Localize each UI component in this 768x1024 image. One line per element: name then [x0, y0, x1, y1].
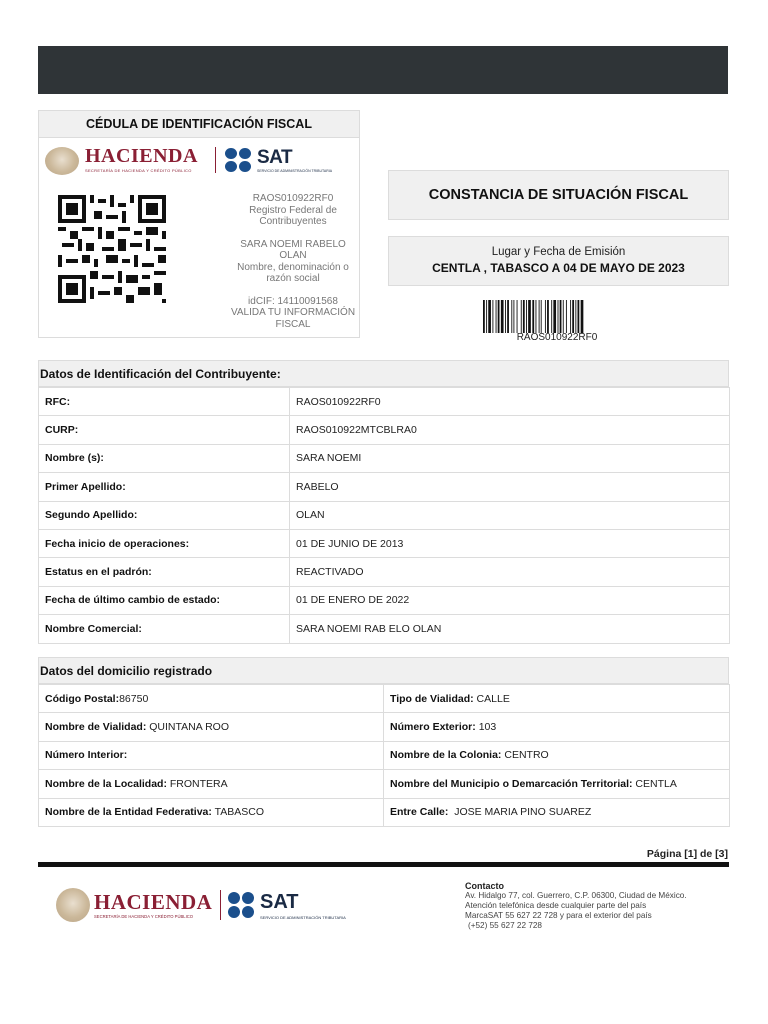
footer-sat-subtitle: SERVICIO DE ADMINISTRACIÓN TRIBUTARIA — [260, 915, 346, 920]
field-label: Nombre del Municipio o Demarcación Territorial: — [390, 777, 633, 790]
field-label: RFC: — [39, 388, 290, 416]
cedula-info — [229, 193, 357, 341]
sat-dots-icon — [225, 148, 255, 174]
field-label: Estatus en el padrón: — [39, 558, 290, 586]
contacto-line: MarcaSAT 55 627 22 728 y para el exterior del país — [465, 911, 652, 920]
address-cell — [39, 713, 384, 741]
field-value: 01 DE ENERO DE 2022 — [290, 586, 730, 614]
table-row — [39, 558, 730, 586]
field-label: Entre Calle: — [390, 806, 449, 819]
field-label: Número Interior: — [45, 749, 128, 762]
address-cell — [384, 713, 730, 741]
field-label: Nombre Comercial: — [39, 615, 290, 643]
cedula-title: CÉDULA DE IDENTIFICACIÓN FISCAL — [39, 111, 359, 138]
contacto-heading: Contacto — [465, 881, 504, 891]
document-title: CONSTANCIA DE SITUACIÓN FISCAL — [388, 170, 729, 220]
cedula-rfc: RAOS010922RF0 — [252, 193, 334, 204]
address-cell — [39, 798, 384, 826]
field-value: REACTIVADO — [290, 558, 730, 586]
sat-logo: SAT — [257, 147, 293, 168]
barcode-text: RAOS010922RF0 — [516, 332, 598, 343]
footer-hacienda-logo: HACIENDA — [94, 890, 213, 914]
field-label: Nombre de la Localidad: — [45, 777, 167, 790]
address-cell — [39, 685, 384, 713]
table-row — [39, 473, 730, 501]
hacienda-subtitle: SECRETARÍA DE HACIENDA Y CRÉDITO PÚBLICO — [85, 168, 192, 173]
contacto-line: (+52) 55 627 22 728 — [468, 921, 542, 930]
cedula-nombre-label: Nombre, denominación o razón social — [237, 261, 349, 284]
footer-sat-dots-icon — [228, 892, 258, 920]
barcode-icon — [482, 300, 632, 333]
table-row — [39, 798, 730, 826]
field-label: Fecha inicio de operaciones: — [39, 529, 290, 557]
logo-divider — [215, 147, 216, 173]
table-row — [39, 770, 730, 798]
field-label: Fecha de último cambio de estado: — [39, 586, 290, 614]
footer-sat-logo: SAT — [260, 891, 299, 913]
field-label: Nombre de Vialidad: — [45, 721, 147, 734]
contribuyente-heading: Datos de Identificación del Contribuyente: — [38, 360, 729, 387]
address-cell — [39, 770, 384, 798]
footer-logos — [56, 888, 356, 924]
cedula-idcif: idCIF: 14110091568 — [248, 295, 338, 307]
table-row — [39, 416, 730, 444]
cedula-logos — [45, 145, 357, 175]
table-row — [39, 615, 730, 643]
field-value: CALLE — [473, 692, 510, 705]
table-row — [39, 713, 730, 741]
field-label: Tipo de Vialidad: — [390, 692, 474, 705]
field-label: Nombre de la Entidad Federativa: — [45, 806, 212, 819]
footer-coat-of-arms-icon — [56, 888, 90, 922]
field-value: 01 DE JUNIO DE 2013 — [290, 529, 730, 557]
contribuyente-section — [38, 360, 729, 644]
footer-logo-divider — [220, 890, 221, 920]
field-label: Primer Apellido: — [39, 473, 290, 501]
address-cell — [384, 685, 730, 713]
emision-box — [388, 236, 729, 286]
table-row — [39, 388, 730, 416]
sat-subtitle: SERVICIO DE ADMINISTRACIÓN TRIBUTARIA — [257, 169, 333, 173]
contacto-line: Atención telefónica desde cualquier parte del país — [465, 901, 647, 910]
table-row — [39, 529, 730, 557]
cedula-nombre: SARA NOEMI RABELO OLAN — [240, 238, 346, 261]
qr-code-icon[interactable] — [58, 193, 166, 305]
field-label: Nombre de la Colonia: — [390, 749, 502, 762]
address-cell — [39, 741, 384, 769]
hacienda-logo: HACIENDA — [85, 145, 198, 167]
footer-hacienda-subtitle: SECRETARÍA DE HACIENDA Y CRÉDITO PÚBLICO — [94, 914, 194, 919]
field-value: SARA NOEMI RAB ELO OLAN — [290, 615, 730, 643]
field-value: RAOS010922MTCBLRA0 — [290, 416, 730, 444]
field-label: Código Postal: — [45, 692, 120, 705]
contribuyente-table — [38, 387, 730, 644]
domicilio-heading: Datos del domicilio registrado — [38, 657, 729, 684]
field-value: 103 — [475, 721, 497, 734]
page-number: Página [1] de [3] — [646, 848, 728, 860]
cedula-rfc-label: Registro Federal de Contribuyentes — [249, 204, 337, 227]
table-row — [39, 444, 730, 472]
field-label: CURP: — [39, 416, 290, 444]
address-cell — [384, 770, 730, 798]
address-cell — [384, 798, 730, 826]
table-row — [39, 501, 730, 529]
field-value: QUINTANA ROO — [146, 721, 229, 734]
coat-of-arms-icon — [45, 147, 79, 175]
table-row — [39, 586, 730, 614]
field-value: TABASCO — [211, 806, 265, 819]
valida-link[interactable]: VALIDA TU INFORMACIÓN FISCAL — [230, 307, 356, 330]
emision-label: Lugar y Fecha de Emisión — [491, 246, 626, 258]
field-label: Número Exterior: — [390, 721, 476, 734]
domicilio-table — [38, 684, 730, 827]
emision-value: CENTLA , TABASCO A 04 DE MAYO DE 2023 — [432, 261, 685, 275]
footer-divider — [38, 862, 729, 867]
domicilio-section — [38, 657, 729, 827]
field-value: RABELO — [290, 473, 730, 501]
table-row — [39, 685, 730, 713]
field-value: SARA NOEMI — [290, 444, 730, 472]
table-row — [39, 741, 730, 769]
field-label: Nombre (s): — [39, 444, 290, 472]
address-cell — [384, 741, 730, 769]
field-label: Segundo Apellido: — [39, 501, 290, 529]
contacto-line: Av. Hidalgo 77, col. Guerrero, C.P. 06300, Ciudad de México. — [465, 891, 687, 900]
field-value: JOSE MARIA PINO SUAREZ — [448, 806, 592, 819]
field-value: CENTLA — [632, 777, 677, 790]
contacto-block — [465, 881, 735, 931]
field-value: OLAN — [290, 501, 730, 529]
field-value: FRONTERA — [166, 777, 228, 790]
header-bar — [38, 46, 728, 94]
field-value: RAOS010922RF0 — [290, 388, 730, 416]
field-value: 86750 — [119, 692, 149, 705]
field-value: CENTRO — [501, 749, 549, 762]
